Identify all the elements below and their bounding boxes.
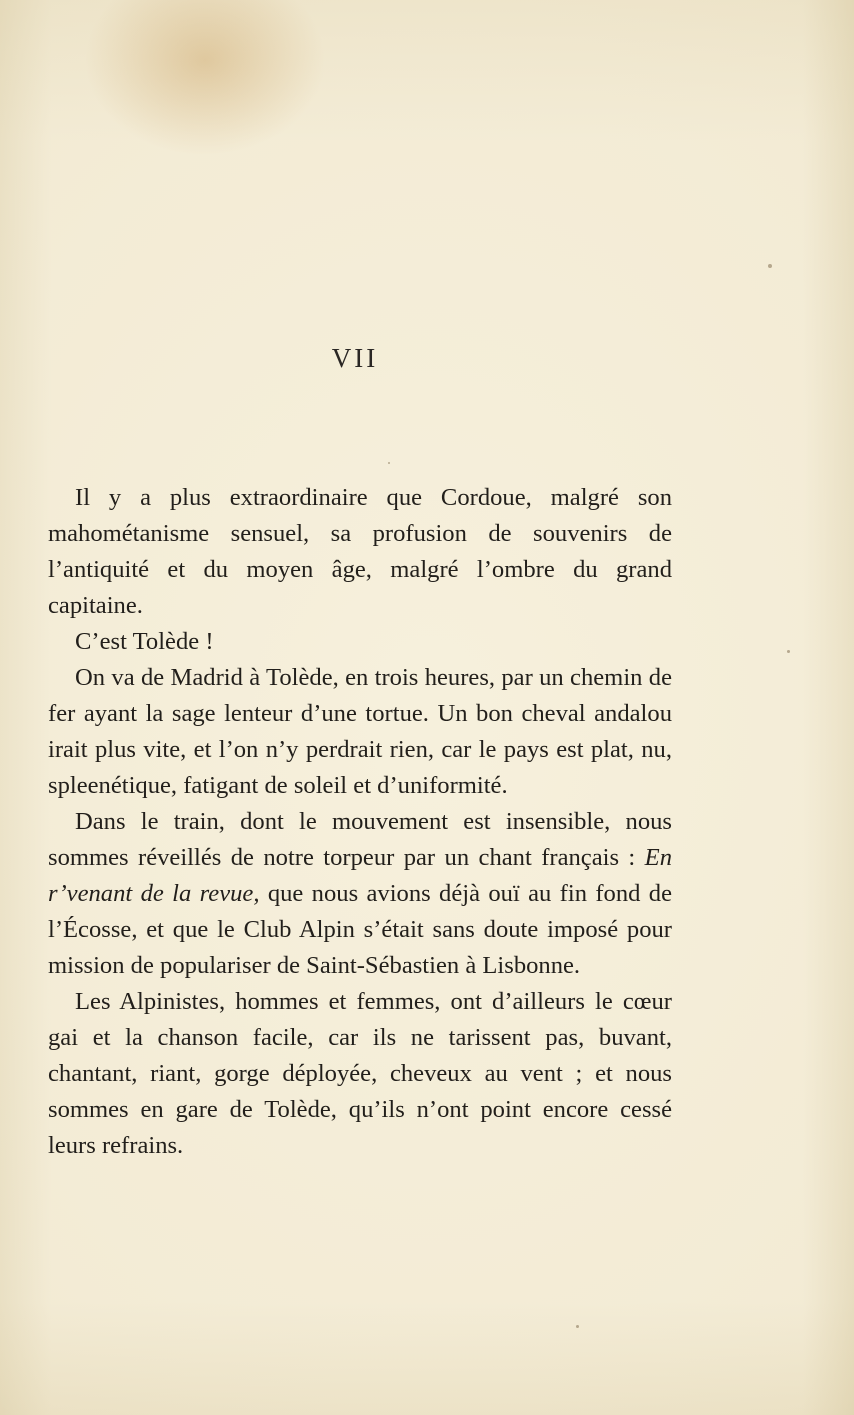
paper-speck — [576, 1325, 579, 1328]
paragraph-text: que nous avions déjà ouï au fin fond de l’Écosse, et que le Club Alpin s’était sans doute imposé pour mission de populariser de Saint-Sébastien à Lisbonne. — [48, 880, 672, 979]
paragraph: Les Alpinistes, hommes et femmes, ont d’ailleurs le cœur gai et la chanson facile, car ils ne tarissent pas, buvant, chantant, riant, gorge déployée, cheveux au vent ; et nous sommes en gare de Tolède, qu’ils n’ont point encore cessé leurs refrains. — [48, 988, 672, 1159]
paragraph: On va de Madrid à Tolède, en trois heures, par un chemin de fer ayant la sage lenteur d’une tortue. Un bon cheval andalou irait plus vite, et l’on n’y perdrait rien, car le pays est plat, nu, spleenétique, fatigant de soleil et d’uniformité. — [48, 664, 672, 799]
paragraph-text: Dans le train, dont le mouvement est insensible, nous sommes réveillés de notre torpeur par un chant français : — [48, 808, 672, 871]
paragraph — [48, 804, 672, 984]
paper-speck — [768, 264, 772, 268]
paragraph: Il y a plus extraordinaire que Cordoue, malgré son mahométanisme sensuel, sa profusion de souvenirs de l’antiquité et du moyen âge, malgré l’ombre du grand capitaine. — [48, 484, 672, 619]
body-text — [48, 480, 672, 1164]
paper-speck — [388, 462, 390, 464]
song-title: En r’venant de la revue, — [48, 844, 672, 907]
chapter-number: VII — [331, 343, 379, 373]
paragraph: C’est Tolède ! — [75, 628, 214, 655]
paper-speck — [787, 650, 790, 653]
